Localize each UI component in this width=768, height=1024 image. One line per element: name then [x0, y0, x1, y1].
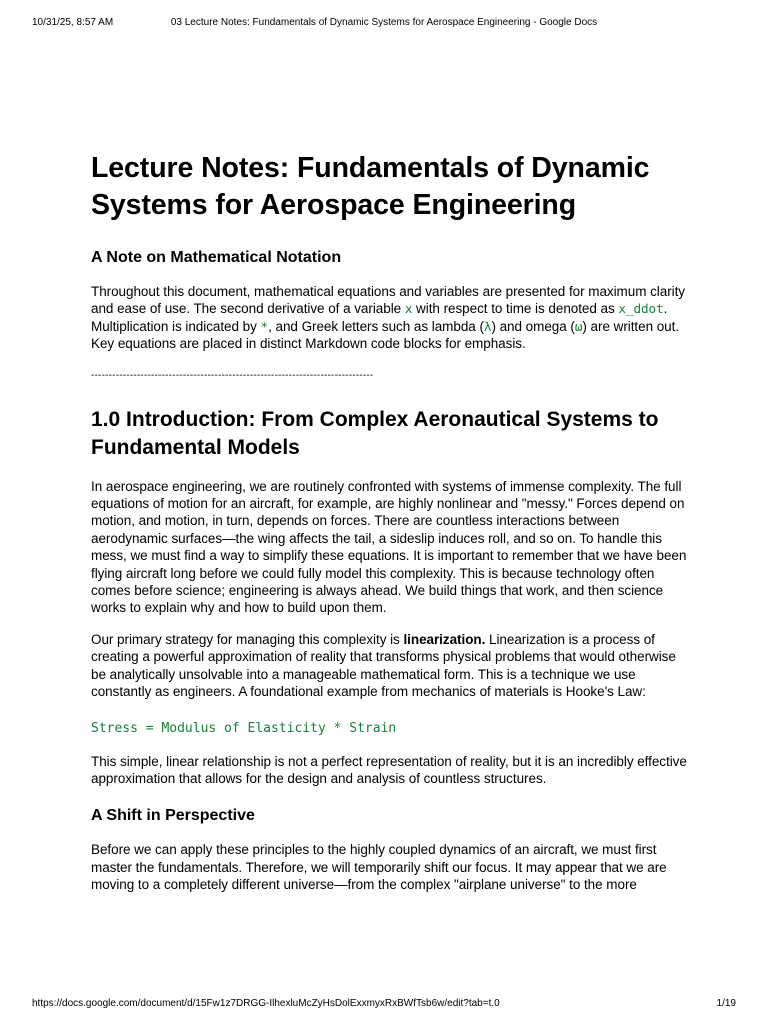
- document-title-line1: Lecture Notes: Fundamentals of Dynamic: [91, 152, 650, 184]
- notation-text-3: . Multiplication is indicated by: [91, 301, 668, 334]
- document-body: [91, 150, 691, 894]
- inline-code-lambda: λ: [483, 318, 492, 334]
- shift-paragraph-1: Before we can apply these principles to the highly coupled dynamics of an aircraft, we must first master the fundamentals. Therefore, we will temporarily shift our focus. It may appear that we are moving to a completely different universe—from the complex "airplane universe" to the more: [91, 842, 667, 893]
- hookes-law-code-block: Stress = Modulus of Elasticity * Strain: [91, 720, 397, 736]
- intro-heading-line1: 1.0 Introduction: From Complex Aeronautical Systems to: [91, 407, 659, 431]
- inline-code-omega: ω: [574, 318, 583, 334]
- intro-p2-text-b: Linearization is a process of creating a powerful approximation of reality that transforms physical problems that would otherwise be analytically unsolvable into a manageable mathematical form. This is a technique we use constantly as engineers. A foundational example from mechanics of materials is Hooke's Law:: [91, 631, 676, 700]
- print-datetime: 10/31/25, 8:57 AM: [32, 17, 114, 28]
- intro-heading-line2: Fundamental Models: [91, 435, 300, 459]
- document-title-line2: Systems for Aerospace Engineering: [91, 189, 577, 221]
- notation-paragraph: [91, 283, 691, 353]
- notation-text-1: Throughout this document, mathematical equations and variables are presented for maximum clarity and ease of use. The second derivative of a variable: [91, 284, 685, 317]
- print-url: https://docs.google.com/document/d/15Fw1z7DRGG-IlhexluMcZyHsDolExxmyxRxBWfTsb6w/edit?tab=t.0: [32, 998, 500, 1009]
- intro-p2-text-a: Our primary strategy for managing this complexity is: [91, 631, 404, 647]
- linearization-bold: linearization.: [403, 631, 486, 647]
- intro-heading: [91, 406, 691, 462]
- page-number: 1/19: [716, 998, 736, 1009]
- notation-text-6: ) are written out. Key equations are placed in distinct Markdown code blocks for emphasis.: [91, 318, 680, 352]
- inline-code-x: x: [404, 301, 413, 317]
- document-title: [91, 150, 691, 224]
- inline-code-x-ddot: x_ddot: [618, 301, 664, 317]
- print-doc-title: 03 Lecture Notes: Fundamentals of Dynamic Systems for Aerospace Engineering - Google Docs: [170, 17, 598, 28]
- print-header: [32, 17, 736, 31]
- inline-code-asterisk: *: [260, 318, 269, 334]
- intro-paragraph-2: [91, 631, 691, 701]
- intro-paragraph-1: In aerospace engineering, we are routinely confronted with systems of immense complexity. The full equations of motion for an aircraft, for example, are highly nonlinear and "messy." Forces depend on motion, and motion, in turn, depends on forces. There are countless interactions between aerodynamic surfaces—the wing affects the tail, a sideslip induces roll, and so on. To handle this mess, we must find a way to simplify these equations. It is important to remember that we have been flying aircraft long before we could fully model this complexity. This is because technology often comes before science; engineering is always ahead. We build things that work, and then science works to explain why and how to build upon them.: [91, 478, 687, 616]
- notation-text-5: ) and omega (: [491, 318, 575, 334]
- notation-text-2: with respect to time is denoted as: [412, 301, 619, 317]
- notation-text-4: , and Greek letters such as lambda (: [268, 318, 484, 334]
- shift-heading: A Shift in Perspective: [91, 807, 255, 825]
- intro-paragraph-3: This simple, linear relationship is not a perfect representation of reality, but it is an incredibly effective approximation that allows for the design and analysis of countless structures.: [91, 753, 687, 786]
- print-footer: [32, 998, 736, 1012]
- notation-heading: A Note on Mathematical Notation: [91, 249, 342, 266]
- horizontal-rule-dashes: --------------------------------------------------------------------------------: [91, 369, 374, 381]
